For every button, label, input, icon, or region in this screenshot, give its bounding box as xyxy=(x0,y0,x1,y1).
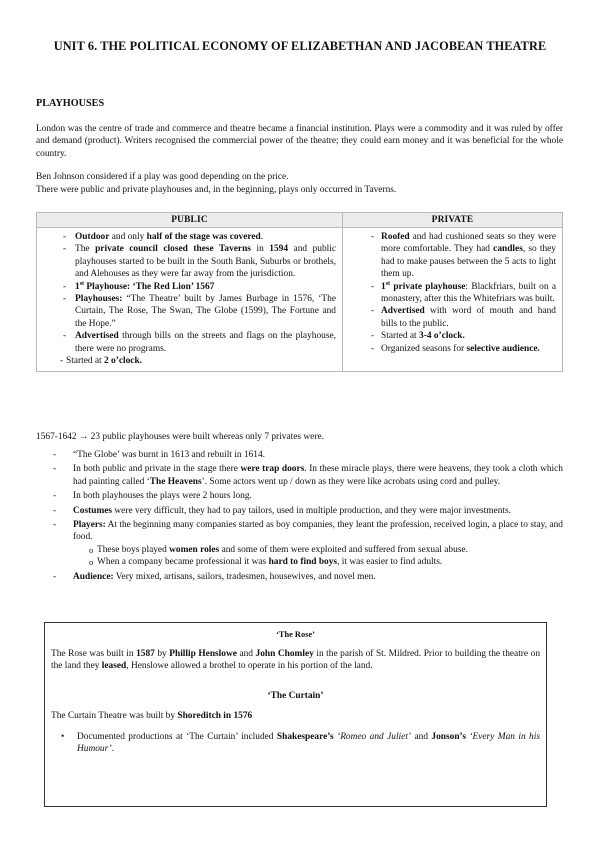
list-item: - Roofed and had cushioned seats so they were more comfortable. They had candles, so they had to make pauses between the 5 acts to light them up. xyxy=(343,231,562,281)
players-sublist xyxy=(73,544,563,569)
private-features-list xyxy=(343,231,562,355)
list-item: - In both playhouses the plays were 2 hours long. xyxy=(36,490,563,502)
list-item: - 1st private playhouse: Blackfriars, built on a monastery, after this the Whitefriars was built. xyxy=(343,281,562,306)
list-item: - Outdoor and only half of the stage was covered. xyxy=(37,231,342,243)
sub-list-item: o These boys played women roles and some of them were exploited and suffered from sexual abuse. xyxy=(36,544,563,556)
curtain-heading: ‘The Curtain’ xyxy=(267,691,324,701)
list-item: - In both public and private in the stage there were trap doors. In these miracle plays, there were heavens, they took a cloth which had painting called ‘The Heavens’. Some actors went up / down as they were like acrobats using cord and pulley. xyxy=(36,463,563,488)
curtain-paragraph: The Curtain Theatre was built by Shoreditch in 1576 xyxy=(51,711,253,721)
private-header: PRIVATE xyxy=(343,213,563,228)
list-item: - Started at 3-4 o’clock. xyxy=(343,330,562,342)
list-item: - Costumes were very difficult, they had to pay tailors, used in multiple production, and they were major investments. xyxy=(36,505,563,517)
rose-heading: ‘The Rose’ xyxy=(276,630,315,639)
list-item: - Advertised through bills on the streets and flags on the playhouse, there were no programs. xyxy=(37,330,342,355)
list-item: - Organized seasons for selective audience. xyxy=(343,343,562,355)
intro-paragraph: There were public and private playhouses and, in the beginning, plays only occurred in Taverns. xyxy=(36,185,397,195)
rose-paragraph: The Rose was built in 1587 by Phillip Henslowe and John Chomley in the parish of St. Mildred. Prior to building the theatre on the land they leased, Henslowe allowed a brothel to operate in his portion of the land. xyxy=(51,649,541,672)
public-header: PUBLIC xyxy=(37,213,343,228)
document-title: UNIT 6. THE POLITICAL ECONOMY OF ELIZABETHAN AND JACOBEAN THEATRE xyxy=(53,39,547,53)
table-header-row xyxy=(37,213,563,228)
list-item: - Audience: Very mixed, artisans, sailors, tradesmen, housewives, and novel men. xyxy=(36,571,563,583)
public-cell xyxy=(37,228,343,372)
private-cell xyxy=(343,228,563,372)
list-item: - Playhouses: “The Theatre’ built by James Burbage in 1576, ‘The Curtain, The Rose, The Swan, The Globe (1599), The Fortune and the Hope.” xyxy=(37,293,342,330)
intro-paragraph: London was the centre of trade and commerce and theatre became a financial institution. Plays were a commodity and it was ruled by offer and demand (product). Writers recognised the commercial power of the theatre; they could earn money and it was beneficial for the whole country. xyxy=(36,124,563,159)
section-heading-playhouses: PLAYHOUSES xyxy=(36,98,105,109)
list-item: - 1st Playhouse: ‘The Red Lion’ 1567 xyxy=(37,281,342,293)
theatre-info-box xyxy=(44,622,547,807)
list-item: - The private council closed these Taverns in 1594 and public playhouses started to be built in the South Bank, Suburbs or brothels, and Alehouses as they were far away from the jurisdiction. xyxy=(37,243,342,280)
list-item: - Started at 2 o’clock. xyxy=(37,355,342,367)
table-row xyxy=(37,228,563,372)
documented-productions-item: • Documented productions at ‘The Curtain’ included Shakespeare’s ‘Romeo and Juliet’ and Jonson’s ‘Every Man in his Humour’. xyxy=(61,731,540,756)
list-item: - Players: At the beginning many companies started as boy companies, they leant the profession, received login, a place to stay, and food. o These boys played women roles and some of them were exploited and suffered from sexual abuse. o When a company became professional it was hard to find boys, it was easier to find adults. xyxy=(36,519,563,569)
sub-list-item: o When a company became professional it was hard to find boys, it was easier to find adults. xyxy=(36,556,563,568)
notes-list xyxy=(36,449,563,585)
public-features-list xyxy=(37,231,342,367)
list-item: - Advertised with word of mouth and hand bills to the public. xyxy=(343,305,562,330)
timeline-text: 1567-1642 → 23 public playhouses were built whereas only 7 privates were. xyxy=(36,432,324,442)
list-item: - “The Globe’ was burnt in 1613 and rebuilt in 1614. xyxy=(36,449,563,461)
intro-paragraph: Ben Johnson considered if a play was good depending on the price. xyxy=(36,172,289,182)
playhouse-comparison-table xyxy=(36,212,563,372)
